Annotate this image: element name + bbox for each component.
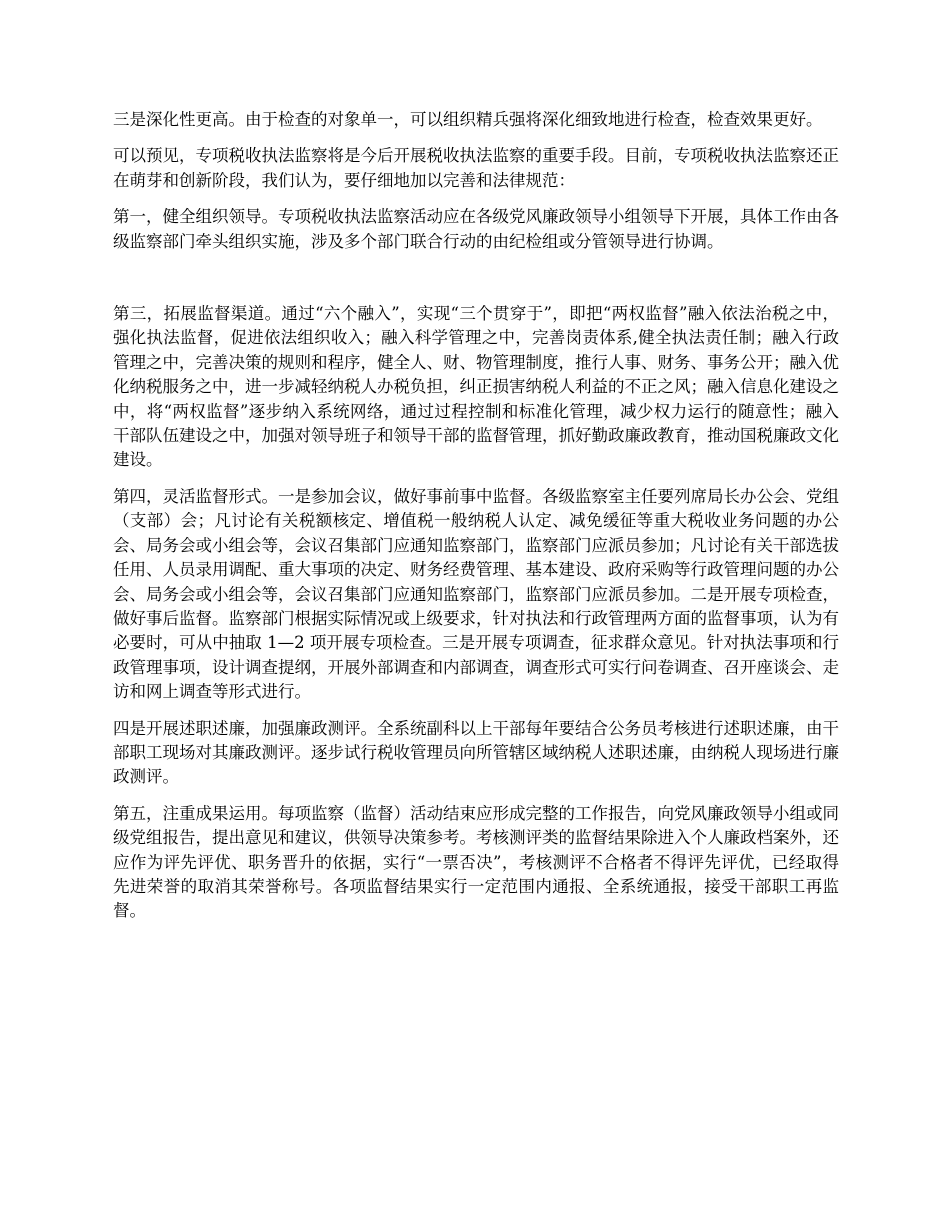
paragraph-deepening: 三是深化性更高。由于检查的对象单一，可以组织精兵强将深化细致地进行检查，检查效果更好。 [113, 110, 823, 129]
paragraph-third-channels: 第三，拓展监督渠道。通过“六个融入”，实现“三个贯穿于”，即把“两权监督”融入依法治税之中，强化执法监督，促进依法组织收入；融入科学管理之中，完善岗责体系,健全执法责任制；融入行政管理之中，完善决策的规则和程序，健全人、财、物管理制度，推行人事、财务、事务公开；融入优化纳税服务之中，进一步减轻纳税人办税负担，纠正损害纳税人利益的不正之风；融入信息化建设之中，将“两权监督”逐步纳入系统网络，通过过程控制和标准化管理，减少权力运行的随意性；融入干部队伍建设之中，加强对领导班子和领导干部的监督管理，抓好勤政廉政教育，推动国税廉政文化建设。 [113, 304, 839, 470]
paragraph-duty-report: 四是开展述职述廉，加强廉政测评。全系统副科以上干部每年要结合公务员考核进行述职述廉，由干部职工现场对其廉政测评。逐步试行税收管理员向所管辖区域纳税人述职述廉，由纳税人现场进行廉政测评。 [113, 718, 839, 787]
paragraph-fourth-forms: 第四，灵活监督形式。一是参加会议，做好事前事中监督。各级监察室主任要列席局长办公会、党组（支部）会；凡讨论有关税额核定、增值税一般纳税人认定、减免缓征等重大税收业务问题的办公会、局务会或小组会等，会议召集部门应通知监察部门，监察部门应派员参加；凡讨论有关干部选拔任用、人员录用调配、重大事项的决定、财务经费管理、基本建设、政府采购等行政管理问题的办公会、局务会或小组会等，会议召集部门应通知监察部门，监察部门应派员参加。二是开展专项检查，做好事后监督。监察部门根据实际情况或上级要求，针对执法和行政管理两方面的监督事项，认为有必要时，可从中抽取 1—2 项开展专项检查。三是开展专项调查，征求群众意见。针对执法事项和行政管理事项，设计调查提纲，开展外部调查和内部调查，调查形式可实行问卷调查、召开座谈会、走访和网上调查等形式进行。 [113, 486, 839, 702]
paragraph-outlook: 可以预见，专项税收执法监察将是今后开展税收执法监察的重要手段。目前，专项税收执法监察还正在萌芽和创新阶段，我们认为，要仔细地加以完善和法律规范： [113, 146, 839, 190]
paragraph-fifth-results: 第五，注重成果运用。每项监察（监督）活动结束应形成完整的工作报告，向党风廉政领导小组或同级党组报告，提出意见和建议，供领导决策参考。考核测评类的监督结果除进入个人廉政档案外，还应作为评先评优、职务晋升的依据，实行“一票否决”，考核测评不合格者不得评先评优，已经取得先进荣誉的取消其荣誉称号。各项监督结果实行一定范围内通报、全系统通报，接受干部职工再监督。 [113, 803, 839, 921]
paragraph-first-organization: 第一，健全组织领导。专项税收执法监察活动应在各级党风廉政领导小组领导下开展，具体工作由各级监察部门牵头组织实施，涉及多个部门联合行动的由纪检组或分管领导进行协调。 [113, 207, 839, 251]
document-body [113, 108, 839, 936]
